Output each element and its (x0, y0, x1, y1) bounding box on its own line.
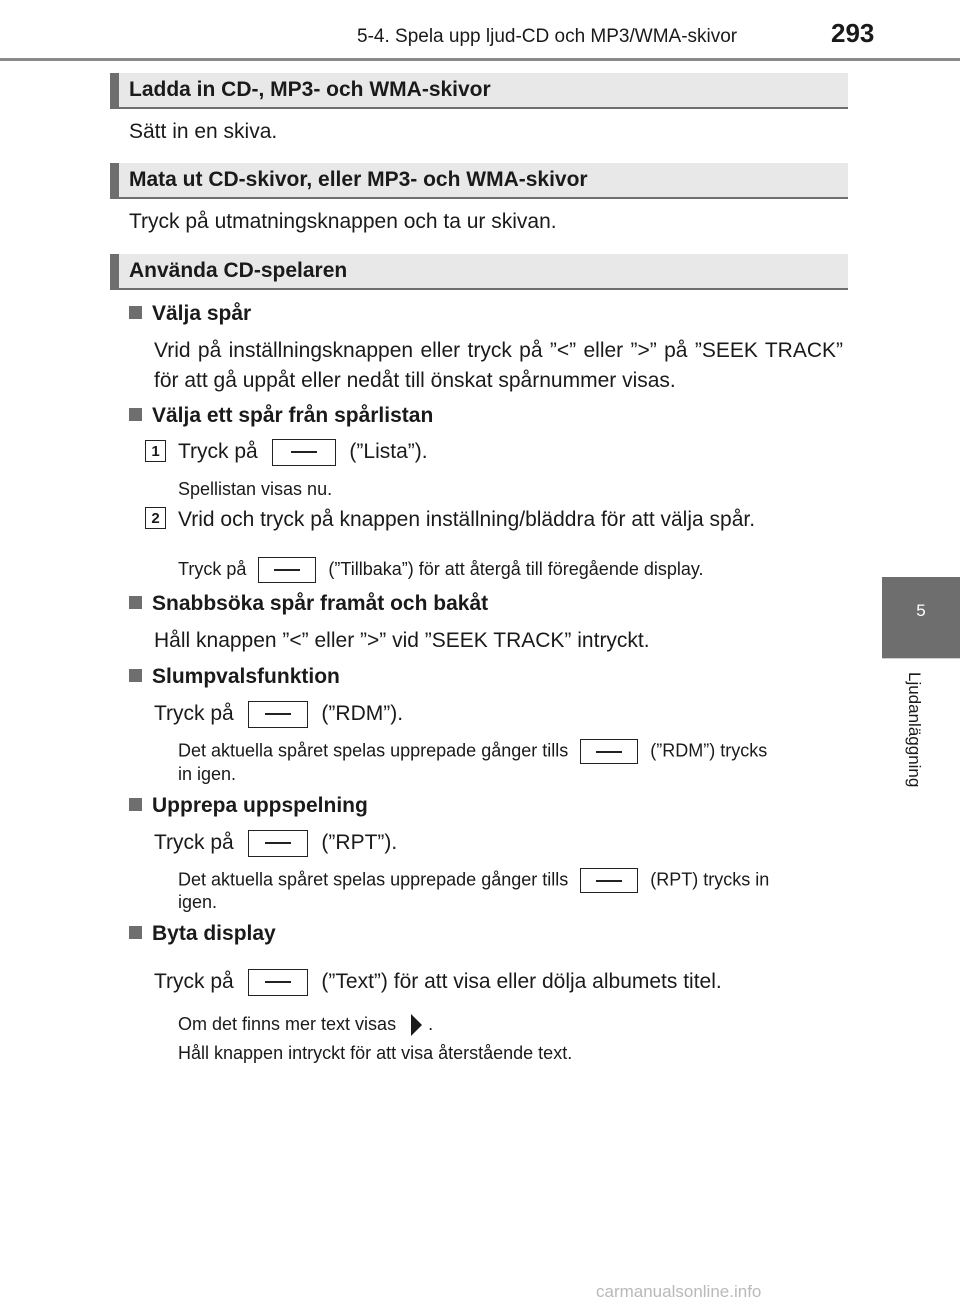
back-button-icon (258, 557, 316, 583)
square-bullet-icon (129, 408, 142, 421)
chapter-label: Ljudanläggning (905, 672, 924, 788)
display-note-1: Om det finns mer text visas . (178, 1014, 433, 1036)
repeat-note: Det aktuella spåret spelas upprepade gånger tills (RPT) trycks in (178, 868, 769, 893)
square-bullet-icon (129, 596, 142, 609)
step-2-badge: 2 (145, 507, 166, 529)
watermark: carmanualsonline.info (596, 1282, 762, 1301)
step-1-note: Spellistan visas nu. (178, 479, 333, 499)
back-note: Tryck på (”Tillbaka”) för att återgå till föregående display. (178, 557, 704, 583)
subheading-display: Byta display (129, 922, 276, 946)
subheading-random: Slumpvalsfunktion (129, 665, 340, 689)
square-bullet-icon (129, 669, 142, 682)
rdm-button-icon (580, 739, 638, 764)
chapter-tab (882, 577, 960, 658)
step-2-text: Vrid och tryck på knappen inställning/bläddra för att välja spår. (178, 508, 756, 531)
subheading-fast-seek: Snabbsöka spår framåt och bakåt (129, 592, 488, 616)
step-1-badge: 1 (145, 440, 166, 462)
load-text: Sätt in en skiva. (129, 120, 278, 143)
step-1-line: Tryck på (”Lista”). (178, 437, 428, 466)
section-heading-load (110, 73, 848, 109)
rpt-button-icon (580, 868, 638, 893)
section-heading-use (110, 254, 848, 290)
header-rule (0, 58, 960, 61)
square-bullet-icon (129, 926, 142, 939)
square-bullet-icon (129, 798, 142, 811)
section-heading-eject (110, 163, 848, 199)
chapter-number: 5 (916, 601, 926, 620)
section-title-load: Ladda in CD-, MP3- och WMA-skivor (129, 78, 491, 101)
seek-text: Håll knappen ”<” eller ”>” vid ”SEEK TRACK” intryckt. (154, 629, 650, 652)
chapter-label-box (902, 672, 926, 812)
subheading-repeat: Upprepa uppspelning (129, 794, 368, 818)
eject-text: Tryck på utmatningsknappen och ta ur skivan. (129, 210, 557, 233)
random-note-line2: in igen. (178, 764, 237, 784)
repeat-line: Tryck på (”RPT”). (154, 828, 397, 857)
random-note: Det aktuella spåret spelas upprepade gånger tills (”RDM”) trycks (178, 739, 767, 764)
page-number: 293 (831, 18, 875, 48)
display-note-2: Håll knappen intryckt för att visa återstående text. (178, 1043, 573, 1063)
repeat-note-line2: igen. (178, 892, 218, 912)
chapter-tab-divider (882, 658, 960, 659)
list-button-icon (272, 439, 336, 466)
subheading-select-track: Välja spår (129, 302, 251, 326)
rpt-button-icon (248, 830, 308, 857)
select-track-text: Vrid på inställningsknappen eller tryck på ”<” eller ”>” på ”SEEK TRACK” för att gå uppåt eller nedåt till önskat spårnummer visas. (154, 339, 843, 392)
rdm-button-icon (248, 701, 308, 728)
square-bullet-icon (129, 306, 142, 319)
text-button-icon (248, 969, 308, 996)
section-title-use: Använda CD-spelaren (129, 259, 348, 282)
subheading-track-list: Välja ett spår från spårlistan (129, 404, 433, 428)
page-header-title: 5-4. Spela upp ljud-CD och MP3/WMA-skivor (357, 26, 738, 47)
random-line: Tryck på (”RDM”). (154, 699, 403, 728)
section-title-eject: Mata ut CD-skivor, eller MP3- och WMA-skivor (129, 168, 588, 191)
display-line: Tryck på (”Text”) för att visa eller dölja albumets titel. (154, 967, 722, 996)
more-text-arrow-icon (411, 1014, 422, 1036)
